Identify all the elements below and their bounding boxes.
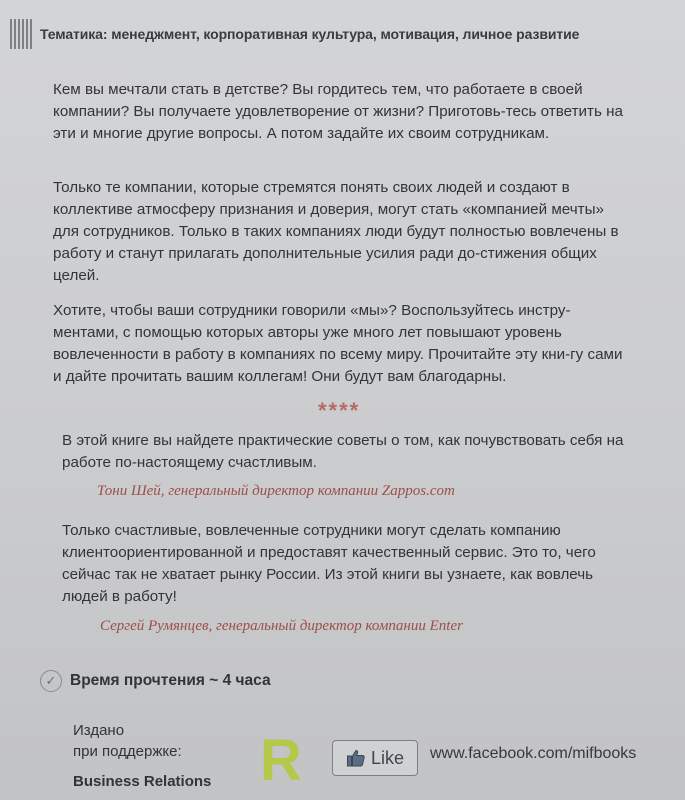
business-relations-logo: R xyxy=(260,728,302,793)
like-label: Like xyxy=(370,747,405,768)
topic-header xyxy=(10,18,579,50)
paragraph-1: Кем вы мечтали стать в детстве? Вы гордитесь тем, что работаете в своей компании? Вы получаете удовлетворение от жизни? Приготовь-тесь ответить на эти и многие другие вопросы. А потом задайте их своим сотрудникам. xyxy=(53,81,623,142)
thumbs-up-icon xyxy=(346,748,366,768)
checkmark-icon: ✓ xyxy=(40,670,62,692)
quote-1-author: Тони Шей, генеральный директор компании Zappos.com xyxy=(97,483,455,499)
quote-2-text: Только счастливые, вовлеченные сотрудники могут сделать компанию клиентоориентированной и предоставят качественный сервис. Это то, чего сейчас так не хватает рынку России. Из этой книги вы узнаете, как вовлечь людей в работу! xyxy=(62,522,596,605)
reading-time-text: Время прочтения ~ 4 часа xyxy=(70,672,271,689)
paragraph-2: Только те компании, которые стремятся понять своих людей и создают в коллективе атмосферу признания и доверия, могут стать «компанией мечты» для сотрудников. Только в таких компаниях люди будут полностью вовлечены в работу и станут прилагать дополнительные усилия ради до-стижения общих целей. xyxy=(53,179,619,284)
published-line-2: при поддержке: xyxy=(73,743,182,760)
topic-text: Тематика: менеджмент, корпоративная культура, мотивация, личное развитие xyxy=(40,26,580,42)
separator-stars: **** xyxy=(318,398,361,423)
stripes-decoration xyxy=(10,19,32,49)
quote-2-author: Сергей Румянцев, генеральный директор компании Enter xyxy=(100,618,463,634)
published-line-1: Издано xyxy=(73,722,125,739)
facebook-link[interactable]: www.facebook.com/mifbooks xyxy=(430,745,637,762)
sponsor-name: Business Relations xyxy=(73,773,212,790)
published-with-support xyxy=(73,720,182,762)
reading-time xyxy=(40,670,271,692)
facebook-like-button[interactable] xyxy=(332,740,418,776)
paragraph-3: Хотите, чтобы ваши сотрудники говорили «мы»? Воспользуйтесь инстру-ментами, с помощью которых авторы уже много лет повышают уровень вовлеченности в работу в компаниях по всему миру. Прочитайте эту кни-гу сами и дайте прочитать вашим коллегам! Они будут вам благодарны. xyxy=(53,302,623,385)
quote-1-text: В этой книге вы найдете практические советы о том, как почувствовать себя на работе по-настоящему счастливым. xyxy=(62,432,624,471)
